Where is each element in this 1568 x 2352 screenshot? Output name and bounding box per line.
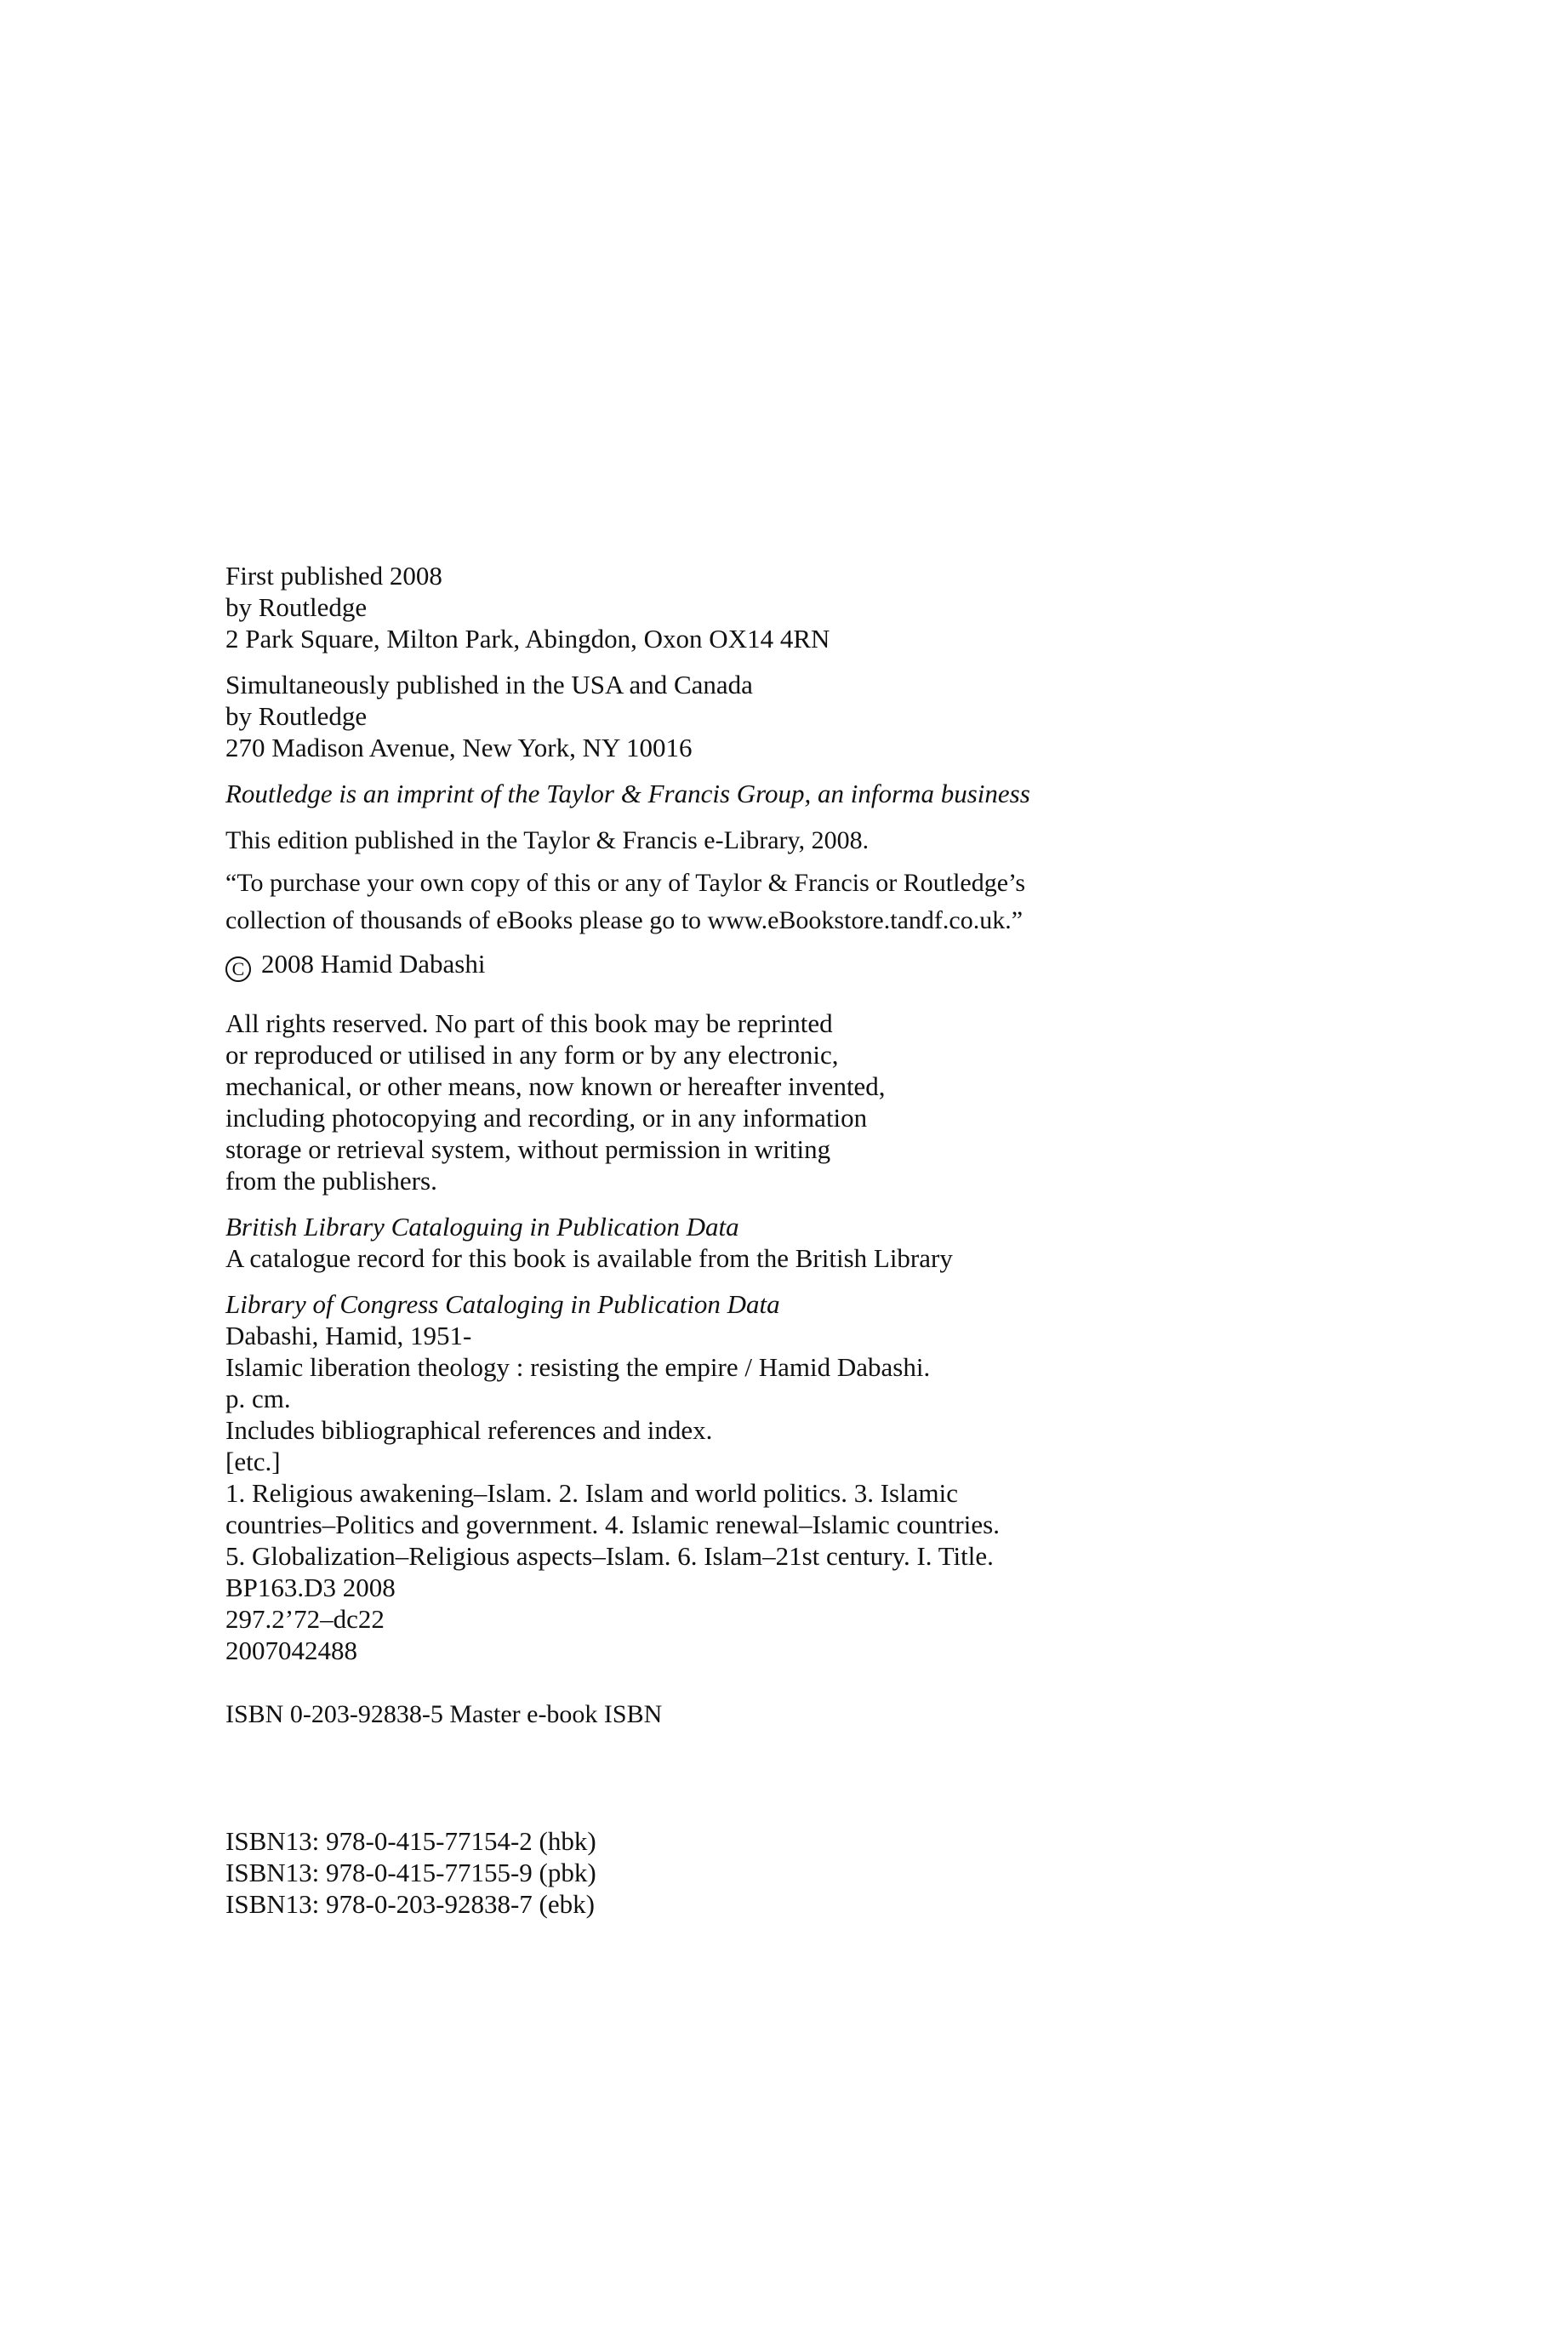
- us-publication-line: Simultaneously published in the USA and Canada: [225, 670, 753, 699]
- imprint-note: Routledge is an imprint of the Taylor & Francis Group, an informa business: [225, 779, 1030, 808]
- rights-line: All rights reserved. No part of this book may be reprinted: [225, 1008, 833, 1038]
- copyright-block: [225, 948, 1434, 982]
- copyright-icon: C: [225, 956, 251, 982]
- cip-line: 1. Religious awakening–Islam. 2. Islam and world politics. 3. Islamic: [225, 1478, 958, 1508]
- cip-line: 2007042488: [225, 1636, 357, 1665]
- copyright-line: [225, 948, 1434, 982]
- cip-line: Islamic liberation theology : resisting the empire / Hamid Dabashi.: [225, 1352, 931, 1382]
- cip-line: Includes bibliographical references and index.: [225, 1415, 713, 1445]
- library-of-congress-heading: Library of Congress Cataloging in Publication Data: [225, 1289, 780, 1319]
- cip-line: 5. Globalization–Religious aspects–Islam. 6. Islam–21st century. I. Title.: [225, 1541, 994, 1571]
- purchase-note-line: “To purchase your own copy of this or any of Taylor & Francis or Routledge’s: [225, 869, 1026, 897]
- isbn-list: [225, 1825, 1434, 1920]
- british-library-block: [225, 1211, 1434, 1274]
- cip-line: [etc.]: [225, 1447, 281, 1476]
- cip-line: Dabashi, Hamid, 1951-: [225, 1321, 472, 1350]
- cip-line: p. cm.: [225, 1384, 291, 1413]
- isbn-line: ISBN13: 978-0-415-77155-9 (pbk): [225, 1858, 596, 1887]
- rights-line: or reproduced or utilised in any form or by any electronic,: [225, 1040, 839, 1070]
- publisher-line: by Routledge: [225, 592, 368, 622]
- rights-line: mechanical, or other means, now known or hereafter invented,: [225, 1071, 886, 1101]
- rights-line: storage or retrieval system, without permission in writing: [225, 1134, 831, 1164]
- isbn-line: ISBN13: 978-0-415-77154-2 (hbk): [225, 1826, 596, 1856]
- british-library-text: A catalogue record for this book is available from the British Library: [225, 1243, 953, 1273]
- copyright-page: [225, 560, 1434, 1920]
- us-publisher-line: by Routledge: [225, 701, 368, 731]
- first-published-block: [225, 560, 1434, 654]
- imprint-block: [225, 778, 1434, 809]
- rights-line: including photocopying and recording, or in any information: [225, 1103, 868, 1133]
- rights-block: [225, 1008, 1434, 1196]
- purchase-block: [225, 865, 1434, 939]
- cip-line: 297.2’72–dc22: [225, 1604, 385, 1634]
- us-publisher-address: 270 Madison Avenue, New York, NY 10016: [225, 733, 693, 762]
- edition-note: This edition published in the Taylor & Francis e-Library, 2008.: [225, 826, 870, 854]
- cip-line: BP163.D3 2008: [225, 1573, 396, 1602]
- master-isbn-block: [225, 1696, 1434, 1733]
- purchase-note-line: collection of thousands of eBooks please go to www.eBookstore.tandf.co.uk.”: [225, 906, 1023, 934]
- edition-block: [225, 822, 1434, 859]
- isbn-line: ISBN13: 978-0-203-92838-7 (ebk): [225, 1889, 595, 1919]
- cip-line: countries–Politics and government. 4. Islamic renewal–Islamic countries.: [225, 1510, 1000, 1539]
- first-published-line: First published 2008: [225, 561, 442, 591]
- british-library-heading: British Library Cataloguing in Publication Data: [225, 1212, 739, 1242]
- master-isbn: ISBN 0-203-92838-5 Master e-book ISBN: [225, 1700, 663, 1728]
- copyright-text: 2008 Hamid Dabashi: [261, 949, 486, 979]
- rights-line: from the publishers.: [225, 1166, 437, 1196]
- library-of-congress-block: [225, 1288, 1434, 1666]
- publisher-address: 2 Park Square, Milton Park, Abingdon, Oxon OX14 4RN: [225, 624, 830, 654]
- us-publication-block: [225, 669, 1434, 763]
